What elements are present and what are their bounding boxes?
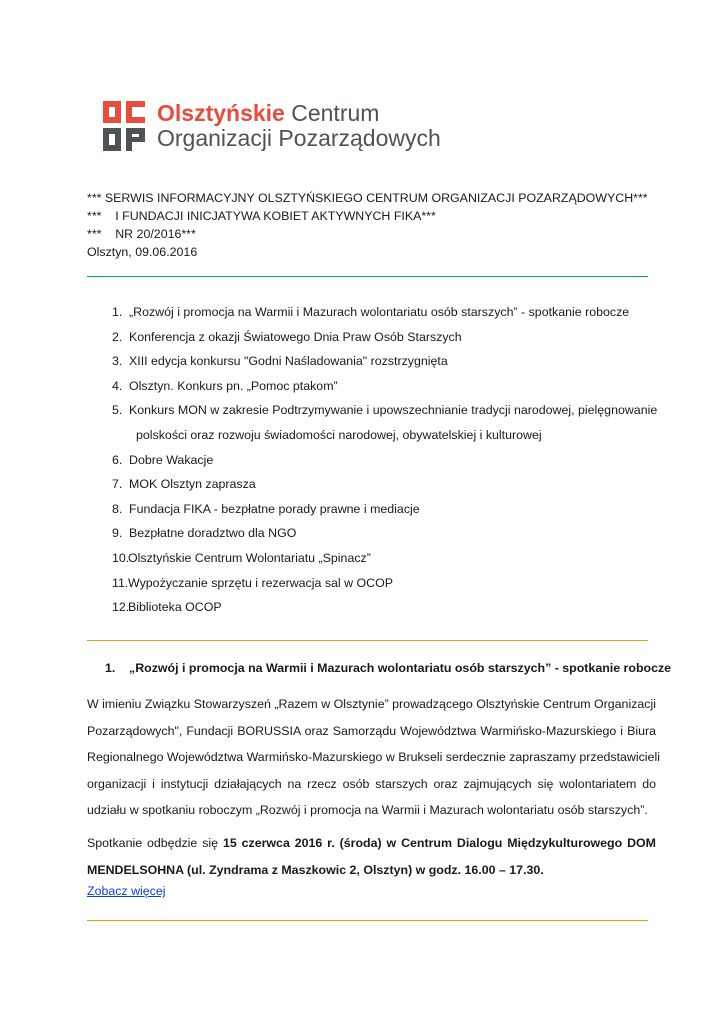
header-line-1: *** SERWIS INFORMACYJNY OLSZTYŃSKIEGO CENTRUM ORGANIZACJI POZARZĄDOWYCH*** bbox=[87, 191, 648, 205]
event-date-place: 15 czerwca 2016 r. (środa) w Centrum Dialogu Międzykulturowego DOM bbox=[222, 836, 656, 850]
toc-item[interactable] bbox=[112, 571, 657, 596]
divider-orange-2 bbox=[87, 920, 648, 921]
toc-number: 3. bbox=[112, 354, 123, 369]
event-address-time: MENDELSOHNA (ul. Zyndrama z Maszkowic 2, Olsztyn) w godz. 16.00 – 17.30. bbox=[87, 862, 544, 877]
toc-text: polskości oraz rozwoju świadomości narodowej, obywatelskiej i kulturowej bbox=[136, 427, 542, 442]
toc-number: 1. bbox=[112, 305, 123, 319]
toc-item[interactable] bbox=[112, 472, 657, 497]
section-paragraph-1 bbox=[87, 691, 660, 824]
ocop-logo bbox=[101, 99, 481, 155]
toc-number: 11. bbox=[112, 575, 129, 590]
toc-item[interactable] bbox=[112, 521, 657, 546]
paragraph-line: udziału w spotkaniu roboczym „Rozwój i promocja na Warmii i Mazurach wolontariatu osób starszych”. bbox=[87, 803, 648, 817]
toc-item-continuation[interactable] bbox=[112, 423, 657, 448]
divider-green bbox=[87, 276, 648, 277]
section-number: 1. bbox=[105, 661, 116, 675]
newsletter-header bbox=[87, 189, 648, 261]
toc-item[interactable] bbox=[112, 497, 657, 522]
logo-line2: Organizacji Pozarządowych bbox=[157, 125, 441, 151]
paragraph-line: W imieniu Związku Stowarzyszeń „Razem w Olsztynie” prowadzącego Olsztyńskie Centrum Organizacji bbox=[87, 697, 656, 711]
paragraph-line: organizacji i instytucji działających na rzecz osób starszych oraz zajmujących się wolontariatem do bbox=[87, 776, 656, 791]
paragraph-line: Pozarządowych", Fundacji BORUSSIA oraz Samorządu Województwa Warmińsko-Mazurskiego i Biura bbox=[87, 723, 656, 738]
toc-text: Biblioteka OCOP bbox=[128, 600, 222, 615]
toc-text: Wypożyczanie sprzętu i rezerwacja sal w OCOP bbox=[128, 575, 393, 590]
toc-text: Fundacja FIKA - bezpłatne porady prawne i mediacje bbox=[129, 501, 420, 516]
toc-item[interactable] bbox=[112, 448, 657, 473]
toc-text: MOK Olsztyn zaprasza bbox=[129, 477, 256, 492]
header-date: Olsztyn, 09.06.2016 bbox=[87, 245, 198, 259]
logo-word-olsztynskie: Olsztyńskie bbox=[157, 100, 285, 126]
toc-text: XIII edycja konkursu "Godni Naśladowania" rozstrzygnięta bbox=[129, 354, 448, 369]
toc-text: „Rozwój i promocja na Warmii i Mazurach wolontariatu osób starszych” - spotkanie robocze bbox=[129, 305, 630, 319]
toc-number: 4. bbox=[112, 378, 123, 393]
toc-number: 12. bbox=[112, 600, 130, 615]
toc-number: 2. bbox=[112, 329, 123, 344]
paragraph-line: Regionalnego Województwa Warmińsko-Mazurskiego w Brukseli serdecznie zapraszamy przedstawicieli bbox=[87, 750, 660, 764]
toc-number: 6. bbox=[112, 452, 123, 467]
toc-item[interactable] bbox=[112, 374, 657, 399]
toc-item[interactable] bbox=[112, 300, 657, 325]
ocop-logo-mark bbox=[101, 99, 147, 153]
logo-word-centrum: Centrum bbox=[291, 100, 380, 126]
toc-text: Bezpłatne doradztwo dla NGO bbox=[129, 526, 297, 541]
section-title bbox=[105, 658, 671, 678]
toc-number: 10. bbox=[112, 550, 130, 565]
toc-text: Konferencja z okazji Światowego Dnia Praw Osób Starszych bbox=[129, 329, 462, 344]
table-of-contents bbox=[112, 300, 657, 620]
divider-orange-1 bbox=[87, 640, 648, 641]
toc-item[interactable] bbox=[112, 325, 657, 350]
toc-item[interactable] bbox=[112, 546, 657, 571]
toc-text: Olsztyńskie Centrum Wolontariatu „Spinacz” bbox=[128, 550, 371, 565]
header-line-2: *** I FUNDACJI INICJATYWA KOBIET AKTYWNYCH FIKA*** bbox=[87, 209, 436, 223]
toc-item[interactable] bbox=[112, 349, 657, 374]
paragraph-lead: Spotkanie odbędzie się bbox=[87, 836, 219, 850]
toc-item[interactable] bbox=[112, 398, 657, 423]
section-paragraph-2 bbox=[87, 830, 656, 883]
header-line-3: *** NR 20/2016*** bbox=[87, 227, 196, 241]
toc-text: Konkurs MON w zakresie Podtrzymywanie i upowszechnianie tradycji narodowej, pielęgnowanie bbox=[129, 403, 658, 418]
toc-text: Olsztyn. Konkurs pn. „Pomoc ptakom” bbox=[129, 378, 338, 393]
toc-number: 7. bbox=[112, 477, 123, 492]
section-title-text: „Rozwój i promocja na Warmii i Mazurach wolontariatu osób starszych” - spotkanie robocze bbox=[129, 661, 672, 675]
toc-number: 5. bbox=[112, 403, 123, 418]
toc-item[interactable] bbox=[112, 595, 657, 620]
toc-number: 8. bbox=[112, 501, 123, 516]
toc-text: Dobre Wakacje bbox=[129, 452, 214, 467]
see-more-link[interactable]: Zobacz więcej bbox=[87, 884, 166, 898]
toc-number: 9. bbox=[112, 526, 123, 541]
